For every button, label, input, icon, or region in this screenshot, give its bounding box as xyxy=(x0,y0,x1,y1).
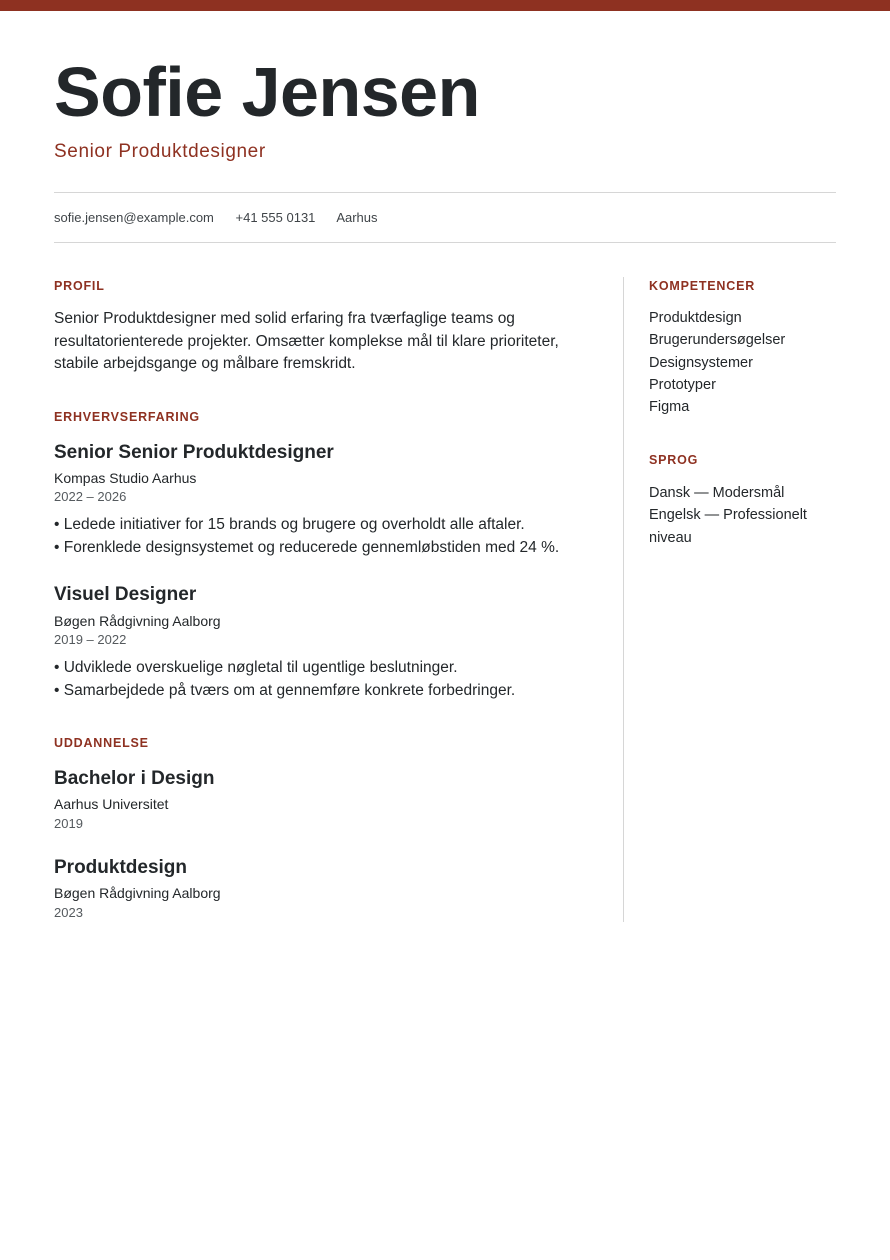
education-year: 2023 xyxy=(54,905,83,920)
skill-item: Produktdesign xyxy=(649,310,742,326)
education-title: Bachelor i Design xyxy=(54,768,215,789)
accent-top-bar xyxy=(0,0,890,11)
experience-dates: 2022 – 2026 xyxy=(54,489,127,504)
job-title-headline: Senior Produktdesigner xyxy=(54,141,266,162)
language-item: Dansk — Modersmål xyxy=(649,485,785,501)
skill-item: Prototyper xyxy=(649,376,716,393)
header-divider-top xyxy=(54,192,836,193)
language-item: Engelsk — Professionelt niveau xyxy=(649,507,807,546)
contact-phone[interactable]: +41 555 0131 xyxy=(235,210,316,225)
experience-title: Visuel Designer xyxy=(54,584,197,605)
education-heading: UDDANNELSE xyxy=(54,736,149,750)
experience-bullet: • Ledede initiativer for 15 brands og brugere og overholdt alle aftaler. xyxy=(54,514,594,537)
profile-text: Senior Produktdesigner med solid erfaring fra tværfaglige teams og resultatorienterede projekter. Omsætter komplekse mål til klare prioriteter, stabile arbejdsgange og målbare fremskridt. xyxy=(54,310,559,372)
experience-company: Kompas Studio Aarhus xyxy=(54,470,197,486)
contact-email[interactable]: sofie.jensen@example.com xyxy=(54,210,214,225)
contact-city: Aarhus xyxy=(336,210,378,225)
experience-dates: 2019 – 2022 xyxy=(54,632,127,647)
experience-title: Senior Senior Produktdesigner xyxy=(54,442,334,463)
header-divider-bottom xyxy=(54,242,836,243)
education-year: 2019 xyxy=(54,816,83,831)
experience-bullets xyxy=(54,514,594,559)
skill-item: Figma xyxy=(649,399,690,416)
skills-heading: KOMPETENCER xyxy=(649,279,756,293)
education-school: Bøgen Rådgivning Aalborg xyxy=(54,885,221,901)
skill-item: Designsystemer xyxy=(649,354,753,371)
languages-list xyxy=(649,482,836,549)
skills-list xyxy=(649,307,836,418)
experience-heading: ERHVERVSERFARING xyxy=(54,410,200,424)
person-name: Sofie Jensen xyxy=(54,53,480,131)
education-title: Produktdesign xyxy=(54,857,188,878)
contact-row xyxy=(54,209,396,227)
profile-heading: PROFIL xyxy=(54,279,105,293)
education-school: Aarhus Universitet xyxy=(54,796,169,812)
experience-bullet: • Forenklede designsystemet og reducerede gennemløbstiden med 24 %. xyxy=(54,537,594,560)
languages-heading: SPROG xyxy=(649,453,699,467)
experience-bullet: • Udviklede overskuelige nøgletal til ugentlige beslutninger. xyxy=(54,657,594,680)
skill-item: Brugerundersøgelser xyxy=(649,332,786,349)
experience-company: Bøgen Rådgivning Aalborg xyxy=(54,613,221,629)
sidebar-divider xyxy=(623,277,624,922)
experience-bullet: • Samarbejdede på tværs om at gennemføre konkrete forbedringer. xyxy=(54,680,594,703)
experience-bullets xyxy=(54,657,594,702)
